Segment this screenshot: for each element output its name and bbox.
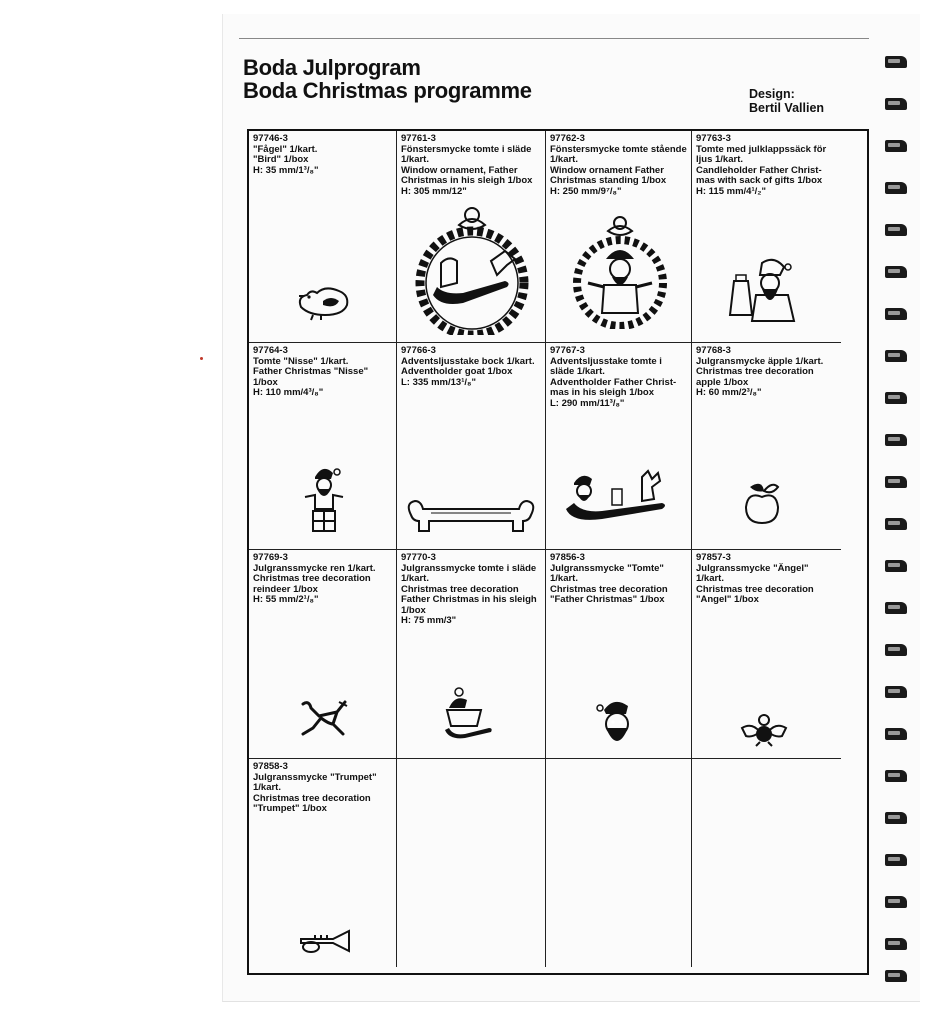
title-swedish: Boda Julprogram (243, 55, 421, 80)
product-cell (249, 759, 397, 967)
binding-ring (885, 434, 907, 446)
product-code: 97746-3 (253, 133, 288, 144)
product-code: 97857-3 (696, 552, 731, 563)
product-code: 97769-3 (253, 552, 288, 563)
product-cell (546, 131, 692, 343)
binding-ring (885, 854, 907, 866)
product-cell (397, 343, 546, 550)
binding-ring (885, 602, 907, 614)
product-cell (249, 550, 397, 759)
binding-ring (885, 224, 907, 236)
binding-ring (885, 98, 907, 110)
binding-ring (885, 56, 907, 68)
trumpet-icon (297, 927, 353, 955)
binding-ring (885, 770, 907, 782)
santa-sleigh-window-ornament-icon (411, 203, 533, 335)
product-cell (692, 550, 841, 759)
santa-candleholder-icon (722, 255, 802, 327)
goat-adventholder-icon (401, 495, 541, 537)
binding-ring (885, 644, 907, 656)
binding-ring (885, 896, 907, 908)
product-description: Tomte med julklappssäck för ljus 1/kart. Candleholder Father Christ-mas with sack of gifts 1/box H: 115 mm/4¹/₂" (696, 143, 827, 197)
santa-head-icon (596, 696, 638, 754)
apple-icon (742, 481, 782, 527)
page-title (243, 56, 532, 102)
empty-cell (692, 759, 841, 967)
product-code: 97762-3 (550, 133, 585, 144)
product-description: Julgransmycke äpple 1/kart. Christmas tree decoration apple 1/box H: 60 mm/2³/₈" (696, 355, 824, 398)
product-description: Adventsljusstake tomte i släde 1/kart. Adventholder Father Christ-mas in his sleigh 1/box L: 290 mm/11³/₈" (550, 355, 677, 409)
binding-ring (885, 476, 907, 488)
catalog-page (222, 14, 920, 1002)
designer-name: Bertil Vallien (749, 100, 825, 115)
product-code: 97770-3 (401, 552, 436, 563)
binding-ring (885, 560, 907, 572)
product-description: Julgranssmycke "Tomte" 1/kart. Christmas tree decoration "Father Christmas" 1/box (550, 562, 668, 605)
reindeer-icon (299, 698, 349, 742)
binding-ring (885, 938, 907, 950)
binding-ring (885, 182, 907, 194)
product-cell (692, 343, 841, 550)
empty-cell (546, 759, 692, 967)
bird-icon (295, 281, 353, 321)
santa-sleigh-decoration-icon (441, 686, 495, 744)
binding-ring (885, 392, 907, 404)
stray-mark (200, 357, 203, 360)
product-description: Julgranssmycke tomte i släde 1/kart. Christmas tree decoration Father Christmas in his sleigh 1/box H: 75 mm/3" (401, 562, 537, 626)
binding-ring (885, 518, 907, 530)
title-english: Boda Christmas programme (243, 78, 532, 103)
product-cell (692, 131, 841, 343)
product-code: 97767-3 (550, 345, 585, 356)
binding-ring (885, 308, 907, 320)
top-rule (239, 38, 869, 39)
product-cell (546, 550, 692, 759)
binding-ring (885, 266, 907, 278)
binding-ring (885, 140, 907, 152)
angel-icon (738, 712, 790, 748)
empty-cell (397, 759, 546, 967)
binding-ring (885, 812, 907, 824)
binding-ring (885, 728, 907, 740)
product-description: Fönstersmycke tomte i släde 1/kart. Window ornament, Father Christmas in his sleigh 1/box H: 305 mm/12" (401, 143, 533, 197)
product-cell (546, 343, 692, 550)
product-description: Julgranssmycke "Ängel" 1/kart. Christmas tree decoration "Angel" 1/box (696, 562, 814, 605)
spiral-binding (881, 54, 911, 984)
product-code: 97761-3 (401, 133, 436, 144)
nisse-icon (301, 463, 347, 535)
product-description: Tomte "Nisse" 1/kart. Father Christmas "Nisse" 1/box H: 110 mm/4³/₈" (253, 355, 369, 398)
product-cell (249, 131, 397, 343)
design-label: Design: (749, 87, 795, 101)
sleigh-adventholder-icon (562, 469, 674, 531)
product-description: Julgranssmycke ren 1/kart. Christmas tree decoration reindeer 1/box H: 55 mm/2¹/₈" (253, 562, 376, 605)
product-cell (397, 131, 546, 343)
design-credit (749, 88, 824, 115)
binding-ring (885, 970, 907, 982)
product-description: Julgranssmycke "Trumpet" 1/kart. Christmas tree decoration "Trumpet" 1/box (253, 771, 377, 814)
product-description: "Fågel" 1/kart. "Bird" 1/box H: 35 mm/1³/₈" (253, 143, 319, 176)
product-code: 97763-3 (696, 133, 731, 144)
product-code: 97768-3 (696, 345, 731, 356)
product-cell (397, 550, 546, 759)
product-code: 97856-3 (550, 552, 585, 563)
product-cell (249, 343, 397, 550)
binding-ring (885, 686, 907, 698)
standing-santa-window-ornament-icon (568, 213, 672, 329)
binding-ring (885, 350, 907, 362)
product-description: Adventsljusstake bock 1/kart. Adventholder goat 1/box L: 335 mm/13¹/₈" (401, 355, 535, 388)
product-code: 97858-3 (253, 761, 288, 772)
product-description: Fönstersmycke tomte stående 1/kart. Window ornament Father Christmas standing 1/box H: 250 mm/9⁷/₈" (550, 143, 687, 197)
product-code: 97764-3 (253, 345, 288, 356)
product-code: 97766-3 (401, 345, 436, 356)
product-grid (247, 129, 869, 975)
